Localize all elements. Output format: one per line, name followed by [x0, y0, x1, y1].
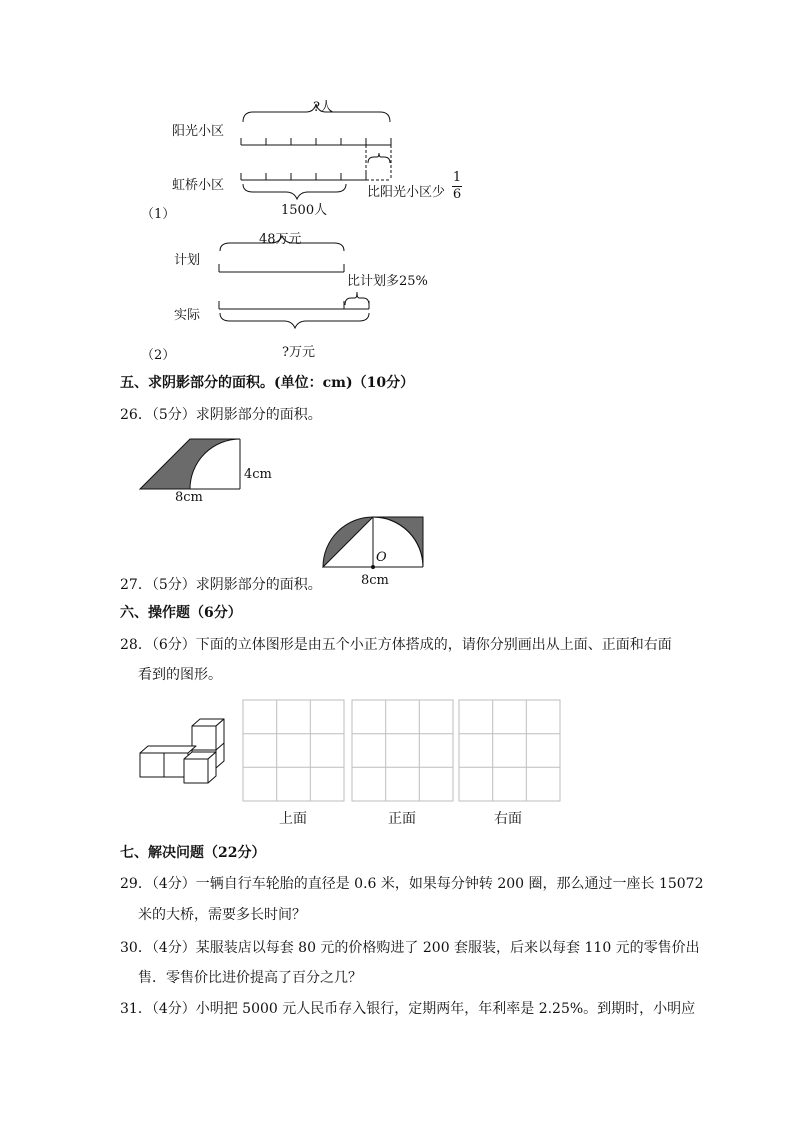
- diagram2-question: ?万元: [282, 345, 315, 360]
- section7-heading: 七、解决问题（22分）: [120, 845, 266, 861]
- q27-text: 27．（5分）求阴影部分的面积。: [120, 577, 322, 593]
- q28-text-line1: 28．（6分）下面的立体图形是由五个小正方体搭成的，请你分别画出从上面、正面和右面: [120, 637, 672, 653]
- grid-label-right: 右面: [494, 811, 522, 827]
- fraction-numerator: 1: [452, 170, 462, 185]
- diagram2-label-plan: 计划: [174, 253, 201, 268]
- diagram1-compare-text: 比阳光小区少: [367, 185, 446, 200]
- q26-text: 26．（5分）求阴影部分的面积。: [120, 407, 322, 423]
- grid-right-view[interactable]: [459, 700, 560, 801]
- diagram2-compare-text: 比计划多25%: [347, 274, 428, 289]
- q29-text-line2: 米的大桥，需要多长时间？: [138, 907, 306, 923]
- grid-top-view[interactable]: [243, 700, 344, 801]
- fraction-denominator: 6: [452, 187, 462, 202]
- q28-text-line2: 看到的图形。: [138, 667, 222, 683]
- q30-text-line2: 售．零售价比进价提高了百分之几？: [138, 970, 362, 986]
- q27-bottom-label: 8cm: [361, 573, 389, 588]
- section6-heading: 六、操作题（6分）: [120, 605, 242, 621]
- diagram2-label-actual: 实际: [174, 308, 201, 323]
- q26-side-label: 4cm: [244, 467, 272, 482]
- q29-text-line1: 29．（4分）一辆自行车轮胎的直径是 0.6 米，如果每分钟转 200 圈，那么通过一座长 15072: [120, 876, 704, 892]
- q30-text-line1: 30．（4分）某服装店以每套 80 元的价格购进了 200 套服装，后来以每套 110 元的零售价出: [120, 940, 700, 956]
- q26-bottom-label: 8cm: [175, 490, 203, 505]
- diagram1-question: ?人: [313, 100, 333, 115]
- grid-label-top: 上面: [279, 811, 307, 827]
- diagram2-number: （2）: [141, 348, 176, 363]
- grid-front-view[interactable]: [352, 700, 453, 801]
- q31-text-line1: 31．（4分）小明把 5000 元人民币存入银行，定期两年，年利率是 2.25%。到期时，小明应: [120, 1001, 696, 1017]
- diagram1-label-top: 阳光小区: [172, 124, 225, 139]
- diagram2-plan-value: 48万元: [259, 232, 302, 247]
- diagram1-bottom-value: 1500人: [281, 203, 328, 218]
- section5-heading: 五、求阴影部分的面积。(单位：cm)（10分）: [120, 375, 415, 391]
- grid-label-front: 正面: [388, 811, 416, 827]
- diagram1-label-bottom: 虹桥小区: [172, 178, 225, 193]
- diagram1-number: （1）: [141, 207, 176, 222]
- q27-center-label: O: [376, 550, 387, 565]
